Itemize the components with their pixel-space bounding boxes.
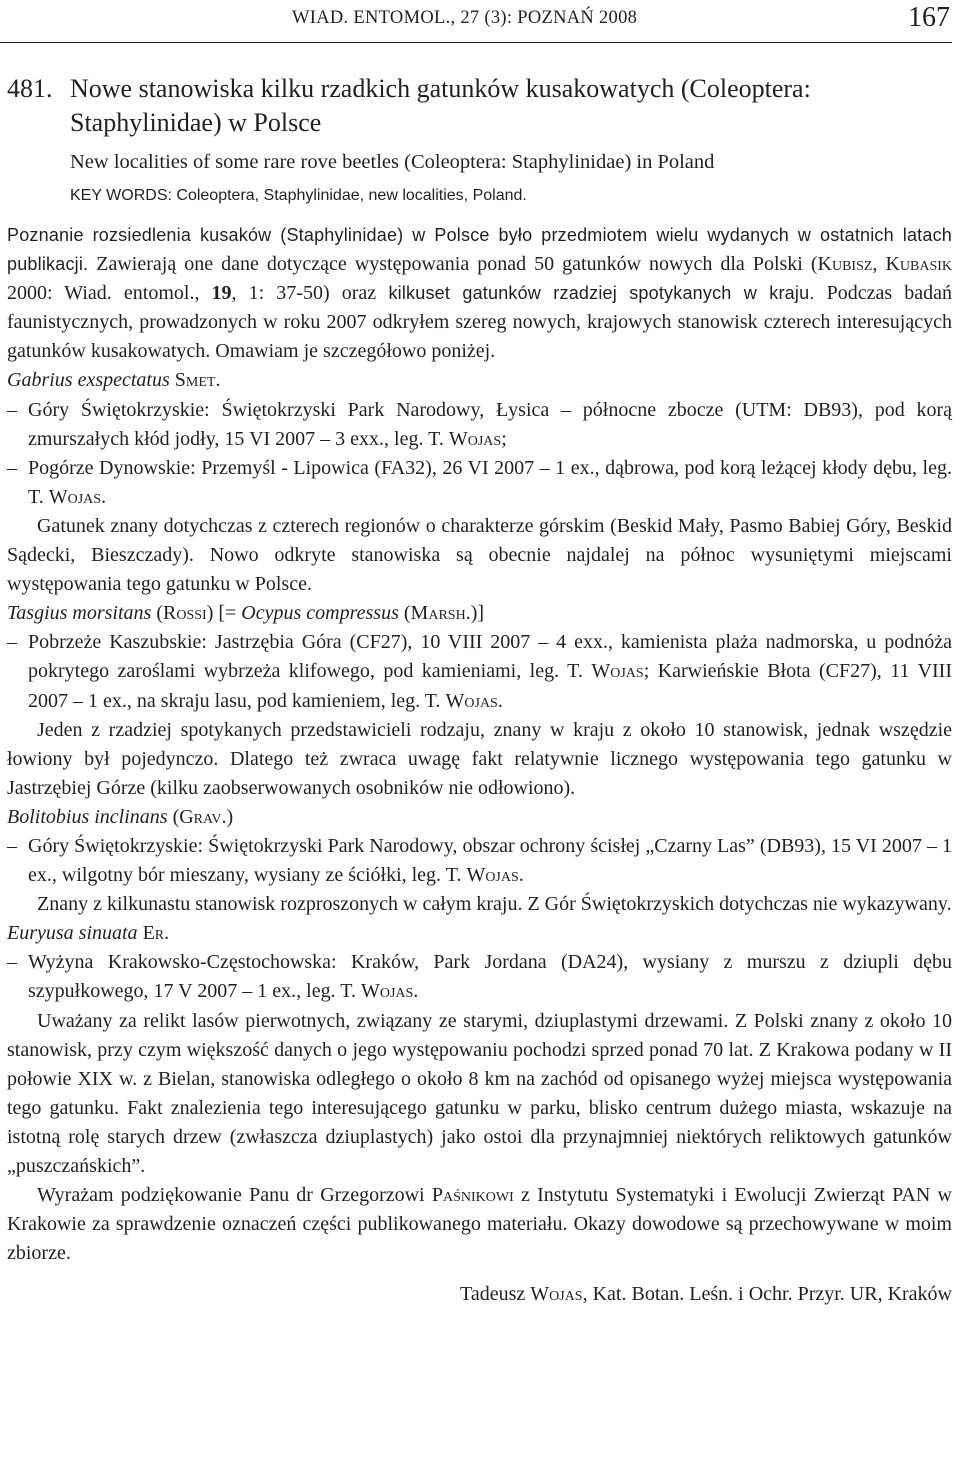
dash: – xyxy=(7,631,17,654)
intro-paragraph xyxy=(7,221,952,366)
species-author: Marsh xyxy=(410,602,466,625)
locality-entry xyxy=(7,396,952,454)
keywords: KEY WORDS: Coleoptera, Staphylinidae, new localities, Poland. xyxy=(70,187,527,204)
collector-name: Wojas xyxy=(445,689,498,712)
punctuation: . xyxy=(215,369,221,392)
species-heading xyxy=(7,803,952,832)
acknowledgement-text: Wyrażam podziękowanie Panu dr Grzegorzowi xyxy=(37,1184,432,1207)
locality-text: Pogórze Dynowskie: Przemyśl - Lipowica (FA32), 26 VI 2007 – 1 ex., dąbrowa, pod korą leżącej kłody dębu, leg. T. xyxy=(28,456,952,508)
punctuation: ( xyxy=(151,602,163,625)
locality-entry xyxy=(7,628,952,715)
collector-name: Wojas xyxy=(591,660,644,683)
dash: – xyxy=(7,834,17,857)
species-comment: Jeden z rzadziej spotykanych przedstawicieli rodzaju, znany w kraju z około 10 stanowisk, jednak wszędzie łowiony był pojedynczo. Dlatego też zwraca uwagę fakt relatywnie licznego występowania tego gatunku w Jastrzębiej Górze (kilku zaobserwowanych osobników nie odłowiono). xyxy=(7,718,952,799)
species-author: Smet xyxy=(174,369,216,392)
locality-text: Wyżyna Krakowsko-Częstochowska: Kraków, Park Jordana (DA24), wysiany z murszu z dziupli dębu szypułkowego, 17 V 2007 – 1 ex., leg. T. xyxy=(28,951,952,1003)
acknowledgement-text: z Instytutu Systematyki i Ewolucji Zwierząt PAN w Krakowie za sprawdzenie oznaczeń części publikowanego materiału. Okazy dowodowe są przechowywane w moim zbiorze. xyxy=(7,1184,952,1265)
punctuation: .)] xyxy=(465,602,485,625)
species-heading xyxy=(7,366,952,395)
species-author: Rossi xyxy=(163,602,207,625)
intro-text: Zawierają one dane dotyczące występowania ponad 50 gatunków nowych dla Polski ( xyxy=(88,253,818,276)
author-signature xyxy=(7,1280,952,1309)
article xyxy=(7,72,952,1309)
species-name: Tasgius morsitans xyxy=(7,602,152,625)
species-name: Euryusa sinuata xyxy=(7,922,138,945)
punctuation: . xyxy=(413,980,419,1003)
intro-text: Podczas badań faunistycznych, prowadzonych w roku 2007 odkryłem szereg nowych, krajowych stanowisk czterech interesujących gatunków kusakowatych. Omawiam je szczegółowo poniżej. xyxy=(7,282,952,363)
species-heading xyxy=(7,599,952,628)
collector-name: Wojas xyxy=(448,427,502,450)
article-number: 481. xyxy=(7,74,53,103)
intro-text: , 1: 37-50) oraz xyxy=(231,282,377,305)
dash: – xyxy=(7,951,17,974)
article-title-block xyxy=(7,72,952,140)
acknowledgement-paragraph xyxy=(7,1181,952,1268)
acknowledged-person: Paśnikowi xyxy=(431,1184,514,1207)
locality-entry xyxy=(7,832,952,890)
species-comment: Gatunek znany dotychczas z czterech regionów o charakterze górskim (Beskid Mały, Pasmo Babiej Góry, Beskid Sądecki, Bieszczady). Nowo odkryte stanowiska są obecnie najdalej na północ wysuniętymi miejscami występowania tego gatunku w Polsce. xyxy=(7,514,952,596)
punctuation: .) xyxy=(221,805,234,828)
page-header xyxy=(0,0,952,43)
species-name: Bolitobius inclinans xyxy=(7,805,168,828)
running-head: WIAD. ENTOMOL., 27 (3): POZNAŃ 2008 xyxy=(292,8,638,28)
punctuation: ( xyxy=(398,602,411,625)
species-heading xyxy=(7,919,952,948)
species-name: Gabrius exspectatus xyxy=(7,369,170,392)
collector-name: Wojas xyxy=(466,864,519,887)
collector-name: Wojas xyxy=(48,485,102,508)
species-comment: Znany z kilkunastu stanowisk rozproszonych w całym kraju. Z Gór Świętokrzyskich dotychczas nie wykazywany. xyxy=(37,893,952,916)
species-author: Er xyxy=(142,922,165,945)
intro-lead-sentence: Poznanie rozsiedlenia kusaków (Staphylinidae) w Polsce było przedmiotem wielu wydanych w ostatnich latach publikacji. xyxy=(7,225,952,275)
locality-text: Góry Świętokrzyskie: Świętokrzyski Park Narodowy, Łysica – północne zbocze (UTM: DB93), pod korą zmurszałych kłód jodły, 15 VI 2007 – 3 exx., leg. T. xyxy=(28,398,952,450)
dash: – xyxy=(7,398,17,421)
punctuation: . xyxy=(101,485,107,508)
citation-volume: 19 xyxy=(211,282,232,305)
article-subtitle-english: New localities of some rare rove beetles (Coleoptera: Staphylinidae) in Poland xyxy=(70,151,715,173)
citation-author: Kubisz xyxy=(817,253,873,276)
locality-entry xyxy=(7,948,952,1006)
intro-text: 2000: Wiad. entomol., xyxy=(7,282,212,305)
punctuation: . xyxy=(497,689,503,712)
punctuation: ) [= xyxy=(206,602,242,625)
species-comment: Uważany za relikt lasów pierwotnych, związany ze starymi, dziuplastymi drzewami. Z Polski znany z około 10 stanowisk, przy czym większość danych o jego występowaniu pochodzi sprzed ponad 70 lat. Z Krakowa podany w II połowie XIX w. z Bielan, stanowiska odległego o około 8 km na zachód od opisanego wyżej miejsca występowania tego gatunku. Fakt znalezienia tego interesującego gatunku w parku, blisko centrum dużego miasta, wskazuje na istotną rolę starych drzew (zwłaszcza dziuplastych) jako ostoi dla przynajmniej niektórych reliktowych gatunków „puszczańskich”. xyxy=(7,1009,952,1177)
locality-text: Góry Świętokrzyskie: Świętokrzyski Park Narodowy, obszar ochrony ścisłej „Czarny Las” (DB93), 15 VI 2007 – 1 ex., wilgotny bór mieszany, wysiany ze ściółki, leg. T. xyxy=(28,834,952,887)
punctuation: ( xyxy=(167,805,180,828)
page-number: 167 xyxy=(908,2,950,33)
punctuation: ; xyxy=(501,427,507,450)
citation-author: Kubasik xyxy=(885,253,952,276)
collector-name: Wojas xyxy=(360,980,414,1003)
punctuation: . xyxy=(518,864,524,887)
author-affiliation: , Kat. Botan. Leśn. i Ochr. Przyr. UR, Kraków xyxy=(582,1283,952,1306)
article-title: Nowe stanowiska kilku rzadkich gatunków kusakowatych (Coleoptera: Staphylinidae) w Polsce xyxy=(70,74,811,137)
author-surname: Wojas xyxy=(530,1283,583,1306)
species-synonym: Ocypus compressus xyxy=(241,602,399,625)
dash: – xyxy=(7,456,17,479)
intro-text-sans: kilkuset gatunków rzadziej spotykanych w kraju. xyxy=(376,283,815,304)
locality-text: ; Karwieńskie Błota (CF27), 11 VIII 2007 – 1 ex., na skraju lasu, pod kamieniem, leg. T. xyxy=(28,660,952,712)
article-body xyxy=(7,221,952,1309)
locality-text: Pobrzeże Kaszubskie: Jastrzębia Góra (CF27), 10 VIII 2007 – 4 exx., kamienista plaża nadmorska, u podnóża pokrytego zaroślami wybrzeża klifowego, pod kamieniami, leg. T. xyxy=(28,631,952,683)
author-first-name: Tadeusz xyxy=(460,1283,531,1306)
locality-entry xyxy=(7,454,952,512)
punctuation: . xyxy=(164,922,170,945)
intro-text: , xyxy=(872,253,886,276)
species-author: Grav xyxy=(179,805,222,828)
